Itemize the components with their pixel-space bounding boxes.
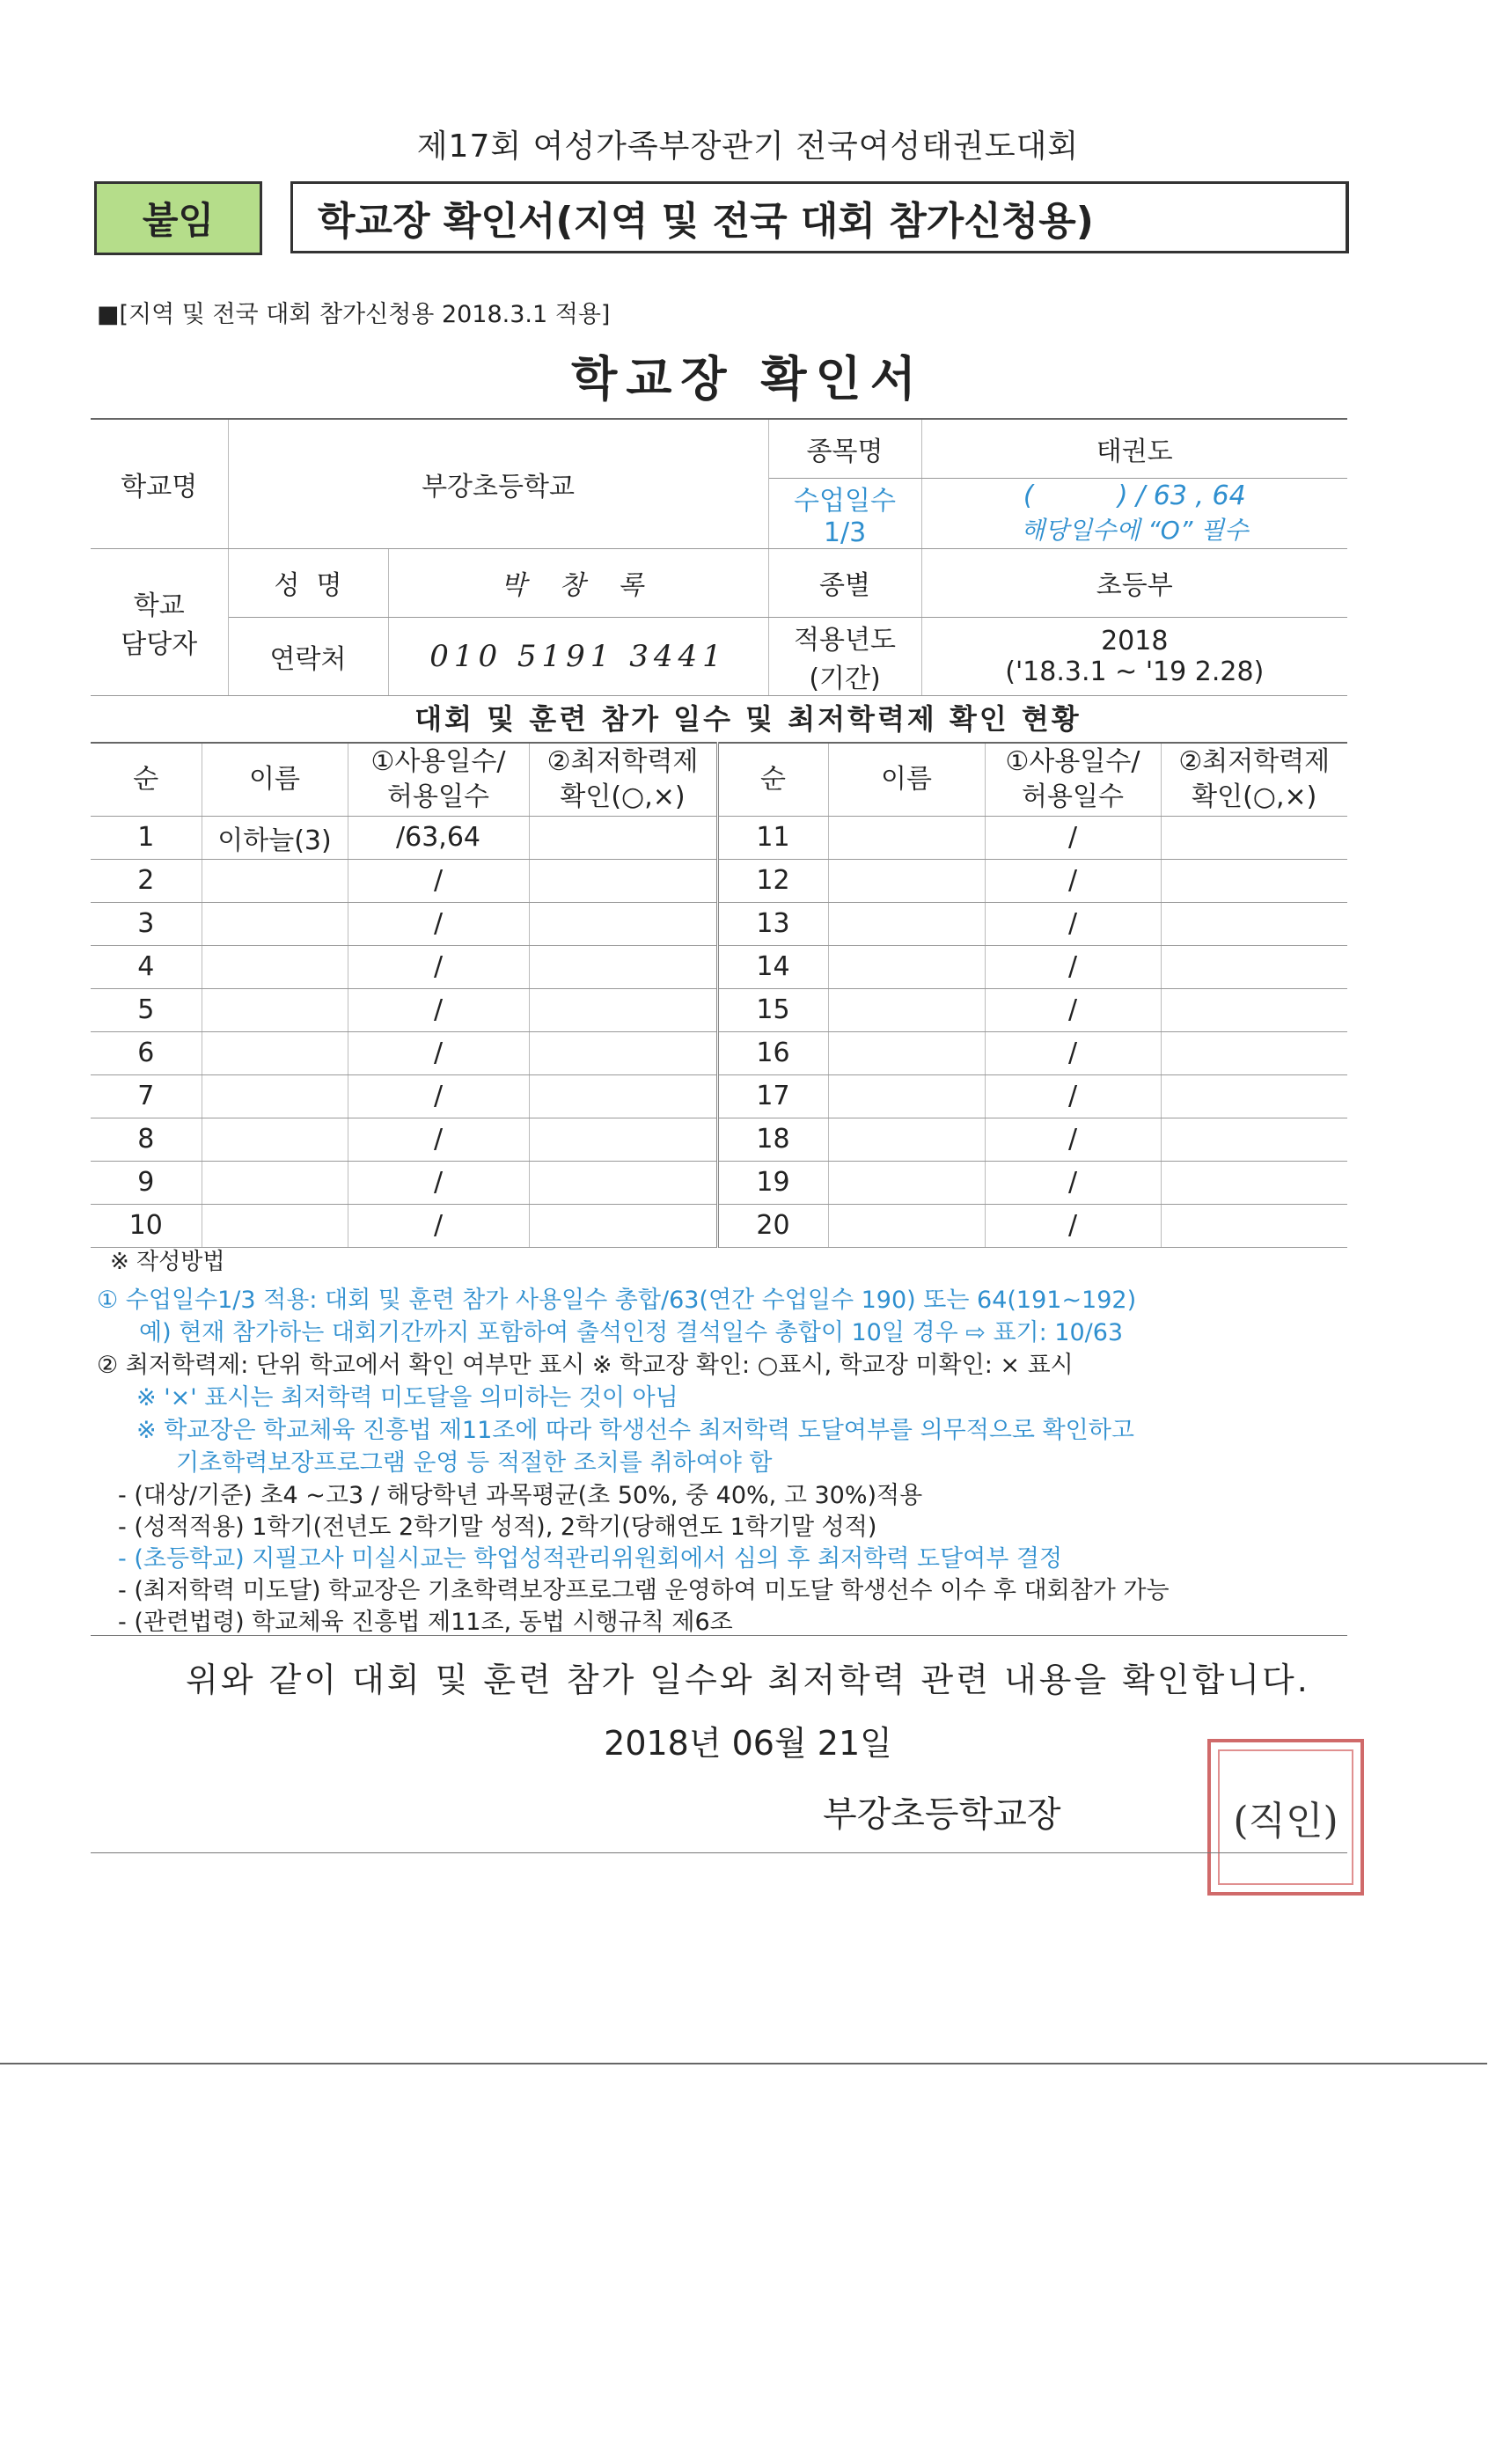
cell-days: / [985, 1074, 1161, 1118]
applicability-note: ■[지역 및 전국 대회 참가신청용 2018.3.1 적용] [97, 301, 611, 328]
cell-min [529, 1074, 717, 1118]
method-line: ② 최저학력제: 단위 학교에서 확인 여부만 표시 ※ 학교장 확인: ○표시, 학교장 미확인: × 표시 [97, 1352, 1074, 1379]
cell-min [1161, 1204, 1347, 1247]
cell-days: / [985, 1204, 1161, 1247]
header-min-line1: ②최저학력제 [1178, 745, 1331, 777]
method-line: - (초등학교) 지필고사 미실시교는 학업성적관리위원회에서 심의 후 최저학력 도달여부 결정 [118, 1545, 1063, 1573]
cell-name [828, 945, 985, 988]
table-row [91, 1074, 1347, 1118]
cell-no: 11 [717, 816, 828, 859]
division-label: 종별 [768, 548, 921, 617]
cell-days: / [985, 988, 1161, 1031]
division-value: 초등부 [921, 548, 1347, 617]
divider [91, 1852, 1347, 1853]
header-min-line1: ②최저학력제 [546, 745, 699, 777]
cell-days: / [348, 1204, 529, 1247]
year-number: 2018 [1101, 625, 1169, 656]
manager-label-line2: 담당자 [121, 628, 198, 660]
cell-name [828, 859, 985, 902]
cell-min [1161, 1031, 1347, 1074]
header-min [1161, 743, 1347, 816]
method-line: 기초학력보장프로그램 운영 등 적절한 조치를 취하여야 함 [176, 1449, 773, 1477]
cell-name [202, 1204, 348, 1247]
form-heading: 학교장 확인서(지역 및 전국 대회 참가신청용) [290, 181, 1349, 253]
cell-no: 2 [91, 859, 202, 902]
header-days-line2: 허용일수 [387, 781, 489, 812]
cell-name [828, 988, 985, 1031]
cell-name [828, 1204, 985, 1247]
table-row [91, 1031, 1347, 1074]
cell-days: / [348, 1161, 529, 1204]
method-line: - (관련법령) 학교체육 진흥법 제11조, 동법 시행규칙 제6조 [118, 1609, 733, 1636]
cell-min [529, 1161, 717, 1204]
cell-no: 10 [91, 1204, 202, 1247]
cell-name [202, 1161, 348, 1204]
cell-days: / [348, 945, 529, 988]
cell-days: / [348, 902, 529, 945]
attachment-badge: 붙임 [94, 181, 262, 255]
table-row [91, 988, 1347, 1031]
method-line: ※ 학교장은 학교체육 진흥법 제11조에 따라 학생선수 최저학력 도달여부를 의무적으로 확인하고 [136, 1417, 1134, 1444]
cell-min [529, 816, 717, 859]
cell-no: 3 [91, 902, 202, 945]
cell-name [202, 1118, 348, 1161]
method-line: - (최저학력 미도달) 학교장은 기초학력보장프로그램 운영하여 미도달 학생선수 이수 후 대회참가 가능 [118, 1577, 1170, 1604]
sport-value: 태권도 [921, 419, 1347, 478]
sport-label: 종목명 [768, 419, 921, 478]
cell-name [202, 859, 348, 902]
header-days-line1: ①사용일수/ [1005, 745, 1140, 777]
cell-min [529, 902, 717, 945]
divider [91, 1635, 1347, 1636]
cell-days: / [348, 1074, 529, 1118]
cell-min [529, 1118, 717, 1161]
cell-no: 4 [91, 945, 202, 988]
cell-min [1161, 988, 1347, 1031]
confirm-text: 위와 같이 대회 및 훈련 참가 일수와 최저학력 관련 내용을 확인합니다. [186, 1661, 1310, 1699]
cell-days: / [985, 859, 1161, 902]
cell-min [529, 859, 717, 902]
cell-no: 6 [91, 1031, 202, 1074]
cell-days: / [348, 988, 529, 1031]
cell-days: / [348, 1031, 529, 1074]
year-label-line1: 적용년도 [794, 624, 896, 656]
header-min-line2: 확인(○,×) [560, 781, 686, 812]
header-min-line2: 확인(○,×) [1192, 781, 1317, 812]
page-edge-line [0, 2063, 1487, 2064]
cell-days: / [985, 1118, 1161, 1161]
contact-number: 010 5191 3441 [388, 617, 768, 695]
header-days-line2: 허용일수 [1022, 781, 1124, 812]
cell-no: 17 [717, 1074, 828, 1118]
year-period: ('18.3.1 ~ '19 2.28) [1005, 656, 1265, 687]
cell-no: 19 [717, 1161, 828, 1204]
event-title: 제17회 여성가족부장관기 전국여성태권도대회 [416, 128, 1080, 165]
cell-no: 7 [91, 1074, 202, 1118]
cell-days: / [348, 859, 529, 902]
manager-label [91, 548, 228, 695]
cell-name [828, 1031, 985, 1074]
class-days-label [768, 478, 921, 548]
method-line: - (성적적용) 1학기(전년도 2학기말 성적), 2학기(당해연도 1학기말 성적) [118, 1514, 877, 1541]
cell-no: 9 [91, 1161, 202, 1204]
cell-min [529, 1031, 717, 1074]
roster-title: 대회 및 훈련 참가 일수 및 최저학력제 확인 현황 [414, 702, 1082, 736]
year-value [921, 617, 1347, 695]
document-title: 학교장 확인서 [571, 351, 925, 407]
cell-no: 16 [717, 1031, 828, 1074]
cell-min [1161, 1074, 1347, 1118]
table-row [91, 902, 1347, 945]
cell-days: /63,64 [348, 816, 529, 859]
cell-no: 12 [717, 859, 828, 902]
header-days [985, 743, 1161, 816]
roster-table [91, 742, 1347, 1248]
table-row [91, 859, 1347, 902]
cell-no: 5 [91, 988, 202, 1031]
class-days-ratio: 1/3 [823, 517, 867, 548]
table-row [91, 945, 1347, 988]
signer-name: 부강초등학교장 [823, 1794, 1061, 1835]
cell-name [202, 988, 348, 1031]
class-days-fraction: ( ) / 63 , 64 [1023, 480, 1246, 511]
header-no: 순 [717, 743, 828, 816]
cell-name [828, 902, 985, 945]
cell-no: 8 [91, 1118, 202, 1161]
method-title: ※ 작성방법 [110, 1249, 225, 1275]
cell-name [202, 902, 348, 945]
method-line: ① 수업일수1/3 적용: 대회 및 훈련 참가 사용일수 총합/63(연간 수업일수 190) 또는 64(191~192) [97, 1287, 1137, 1314]
class-days-label-text: 수업일수 [794, 485, 896, 517]
cell-min [1161, 859, 1347, 902]
table-row [91, 1161, 1347, 1204]
cell-name [828, 1074, 985, 1118]
school-name: 부강초등학교 [228, 419, 768, 548]
cell-days: / [985, 1161, 1161, 1204]
cell-name [202, 945, 348, 988]
method-line: - (대상/기준) 초4 ~고3 / 해당학년 과목평균(초 50%, 중 40%, 고 30%)적용 [118, 1482, 923, 1509]
school-label: 학교명 [91, 419, 228, 548]
header-days-line1: ①사용일수/ [370, 745, 506, 777]
cell-days: / [985, 816, 1161, 859]
class-days-hint: 해당일수에 “O” 필수 [1021, 515, 1249, 545]
name-label: 성 명 [228, 548, 388, 617]
cell-name: 이하늘(3) [202, 816, 348, 859]
cell-min [1161, 1118, 1347, 1161]
official-seal [1207, 1739, 1364, 1896]
year-label [768, 617, 921, 695]
header-min [529, 743, 717, 816]
cell-min [529, 945, 717, 988]
year-label-line2: (기간) [809, 663, 881, 694]
table-row [91, 1118, 1347, 1161]
cell-no: 1 [91, 816, 202, 859]
cell-days: / [985, 902, 1161, 945]
cell-no: 18 [717, 1118, 828, 1161]
cell-no: 15 [717, 988, 828, 1031]
cell-min [529, 988, 717, 1031]
method-line: 예) 현재 참가하는 대회기간까지 포함하여 출석인정 결석일수 총합이 10일 경우 ⇨ 표기: 10/63 [139, 1319, 1124, 1346]
cell-min [1161, 816, 1347, 859]
contact-label: 연락처 [228, 617, 388, 695]
cell-min [529, 1204, 717, 1247]
school-info-table [91, 418, 1347, 696]
header-name: 이름 [828, 743, 985, 816]
cell-no: 20 [717, 1204, 828, 1247]
manager-label-line1: 학교 [133, 590, 185, 621]
method-line: ※ '×' 표시는 최저학력 미도달을 의미하는 것이 아님 [136, 1384, 678, 1412]
table-row [91, 816, 1347, 859]
class-days-value [921, 478, 1347, 548]
cell-name [202, 1074, 348, 1118]
date-text: 2018년 06월 21일 [604, 1724, 892, 1763]
header-name: 이름 [202, 743, 348, 816]
header-days [348, 743, 529, 816]
cell-days: / [348, 1118, 529, 1161]
cell-name [202, 1031, 348, 1074]
table-row [91, 1204, 1347, 1247]
cell-days: / [985, 945, 1161, 988]
seal-text: (직인) [1233, 1799, 1338, 1844]
cell-min [1161, 1161, 1347, 1204]
manager-name: 박 창 록 [388, 548, 768, 617]
cell-name [828, 1161, 985, 1204]
cell-days: / [985, 1031, 1161, 1074]
cell-name [828, 816, 985, 859]
cell-min [1161, 945, 1347, 988]
cell-name [828, 1118, 985, 1161]
cell-no: 13 [717, 902, 828, 945]
cell-no: 14 [717, 945, 828, 988]
header-no: 순 [91, 743, 202, 816]
cell-min [1161, 902, 1347, 945]
